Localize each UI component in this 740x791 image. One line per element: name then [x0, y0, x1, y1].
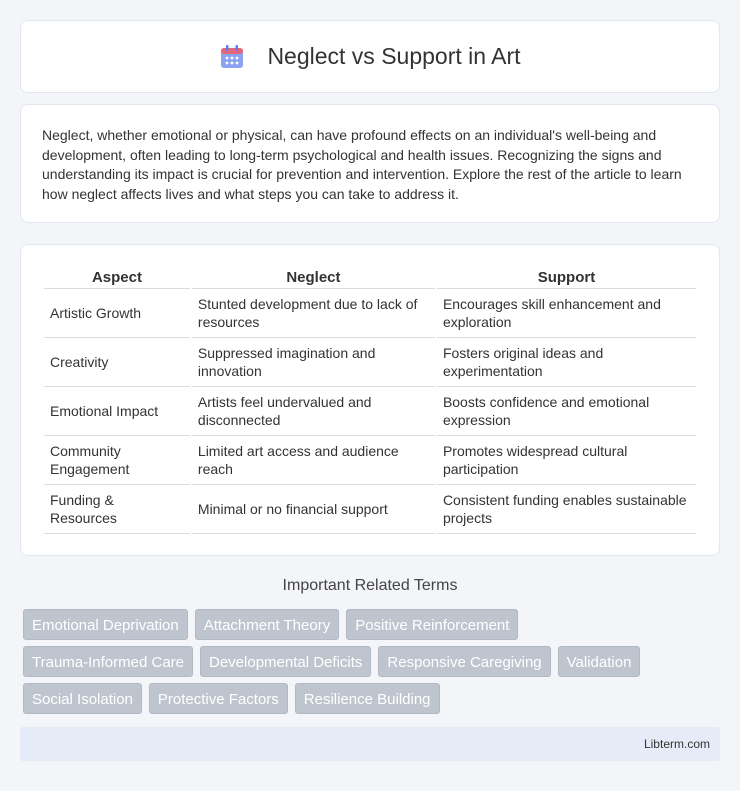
aspect-cell: Emotional Impact — [44, 387, 190, 436]
term-tag[interactable]: Validation — [558, 646, 641, 677]
intro-text: Neglect, whether emotional or physical, can have profound effects on an individual's well-being and development, often leading to long-term psychological and health issues. Recognizing the signs and understanding its impact is crucial for prevention and intervention. Explore the rest of the article to learn how neglect affects lives and what steps you can take to address it. — [42, 127, 682, 202]
header-neglect: Neglect — [192, 265, 435, 289]
aspect-cell: Artistic Growth — [44, 289, 190, 338]
neglect-cell: Limited art access and audience reach — [192, 436, 435, 485]
table-row — [44, 387, 696, 436]
term-row — [23, 609, 723, 640]
page-title: Neglect vs Support in Art — [267, 43, 521, 69]
term-row — [23, 646, 723, 677]
neglect-cell: Stunted development due to lack of resources — [192, 289, 435, 338]
term-tag[interactable]: Protective Factors — [149, 683, 288, 714]
term-tag[interactable]: Social Isolation — [23, 683, 142, 714]
table-row — [44, 338, 696, 387]
term-tag[interactable]: Resilience Building — [295, 683, 440, 714]
neglect-cell: Artists feel undervalued and disconnected — [192, 387, 435, 436]
intro-card — [20, 104, 720, 223]
term-tag[interactable]: Responsive Caregiving — [378, 646, 550, 677]
footer-site-link[interactable]: Libterm.com — [643, 737, 710, 751]
related-terms-title: Important Related Terms — [282, 577, 458, 594]
term-tag[interactable]: Positive Reinforcement — [346, 609, 518, 640]
term-row — [23, 683, 723, 714]
term-tag[interactable]: Trauma-Informed Care — [23, 646, 193, 677]
support-cell: Consistent funding enables sustainable projects — [437, 485, 696, 534]
aspect-cell: Community Engagement — [44, 436, 190, 485]
term-tag[interactable]: Emotional Deprivation — [23, 609, 188, 640]
term-tag[interactable]: Attachment Theory — [195, 609, 339, 640]
comparison-table-card — [20, 244, 720, 556]
related-terms — [23, 609, 723, 720]
footer — [20, 727, 720, 761]
table-header-row — [44, 265, 696, 289]
support-cell: Encourages skill enhancement and exploration — [437, 289, 696, 338]
table-row — [44, 436, 696, 485]
table-row — [44, 485, 696, 534]
table-row — [44, 289, 696, 338]
comparison-table — [42, 265, 698, 534]
support-cell: Fosters original ideas and experimentation — [437, 338, 696, 387]
term-tag[interactable]: Developmental Deficits — [200, 646, 371, 677]
header-card — [20, 20, 720, 93]
header-support: Support — [437, 265, 696, 289]
support-cell: Promotes widespread cultural participation — [437, 436, 696, 485]
neglect-cell: Minimal or no financial support — [192, 485, 435, 534]
aspect-cell: Funding & Resources — [44, 485, 190, 534]
header-aspect: Aspect — [44, 265, 190, 289]
support-cell: Boosts confidence and emotional expression — [437, 387, 696, 436]
neglect-cell: Suppressed imagination and innovation — [192, 338, 435, 387]
calendar-grid-icon — [219, 44, 245, 70]
aspect-cell: Creativity — [44, 338, 190, 387]
